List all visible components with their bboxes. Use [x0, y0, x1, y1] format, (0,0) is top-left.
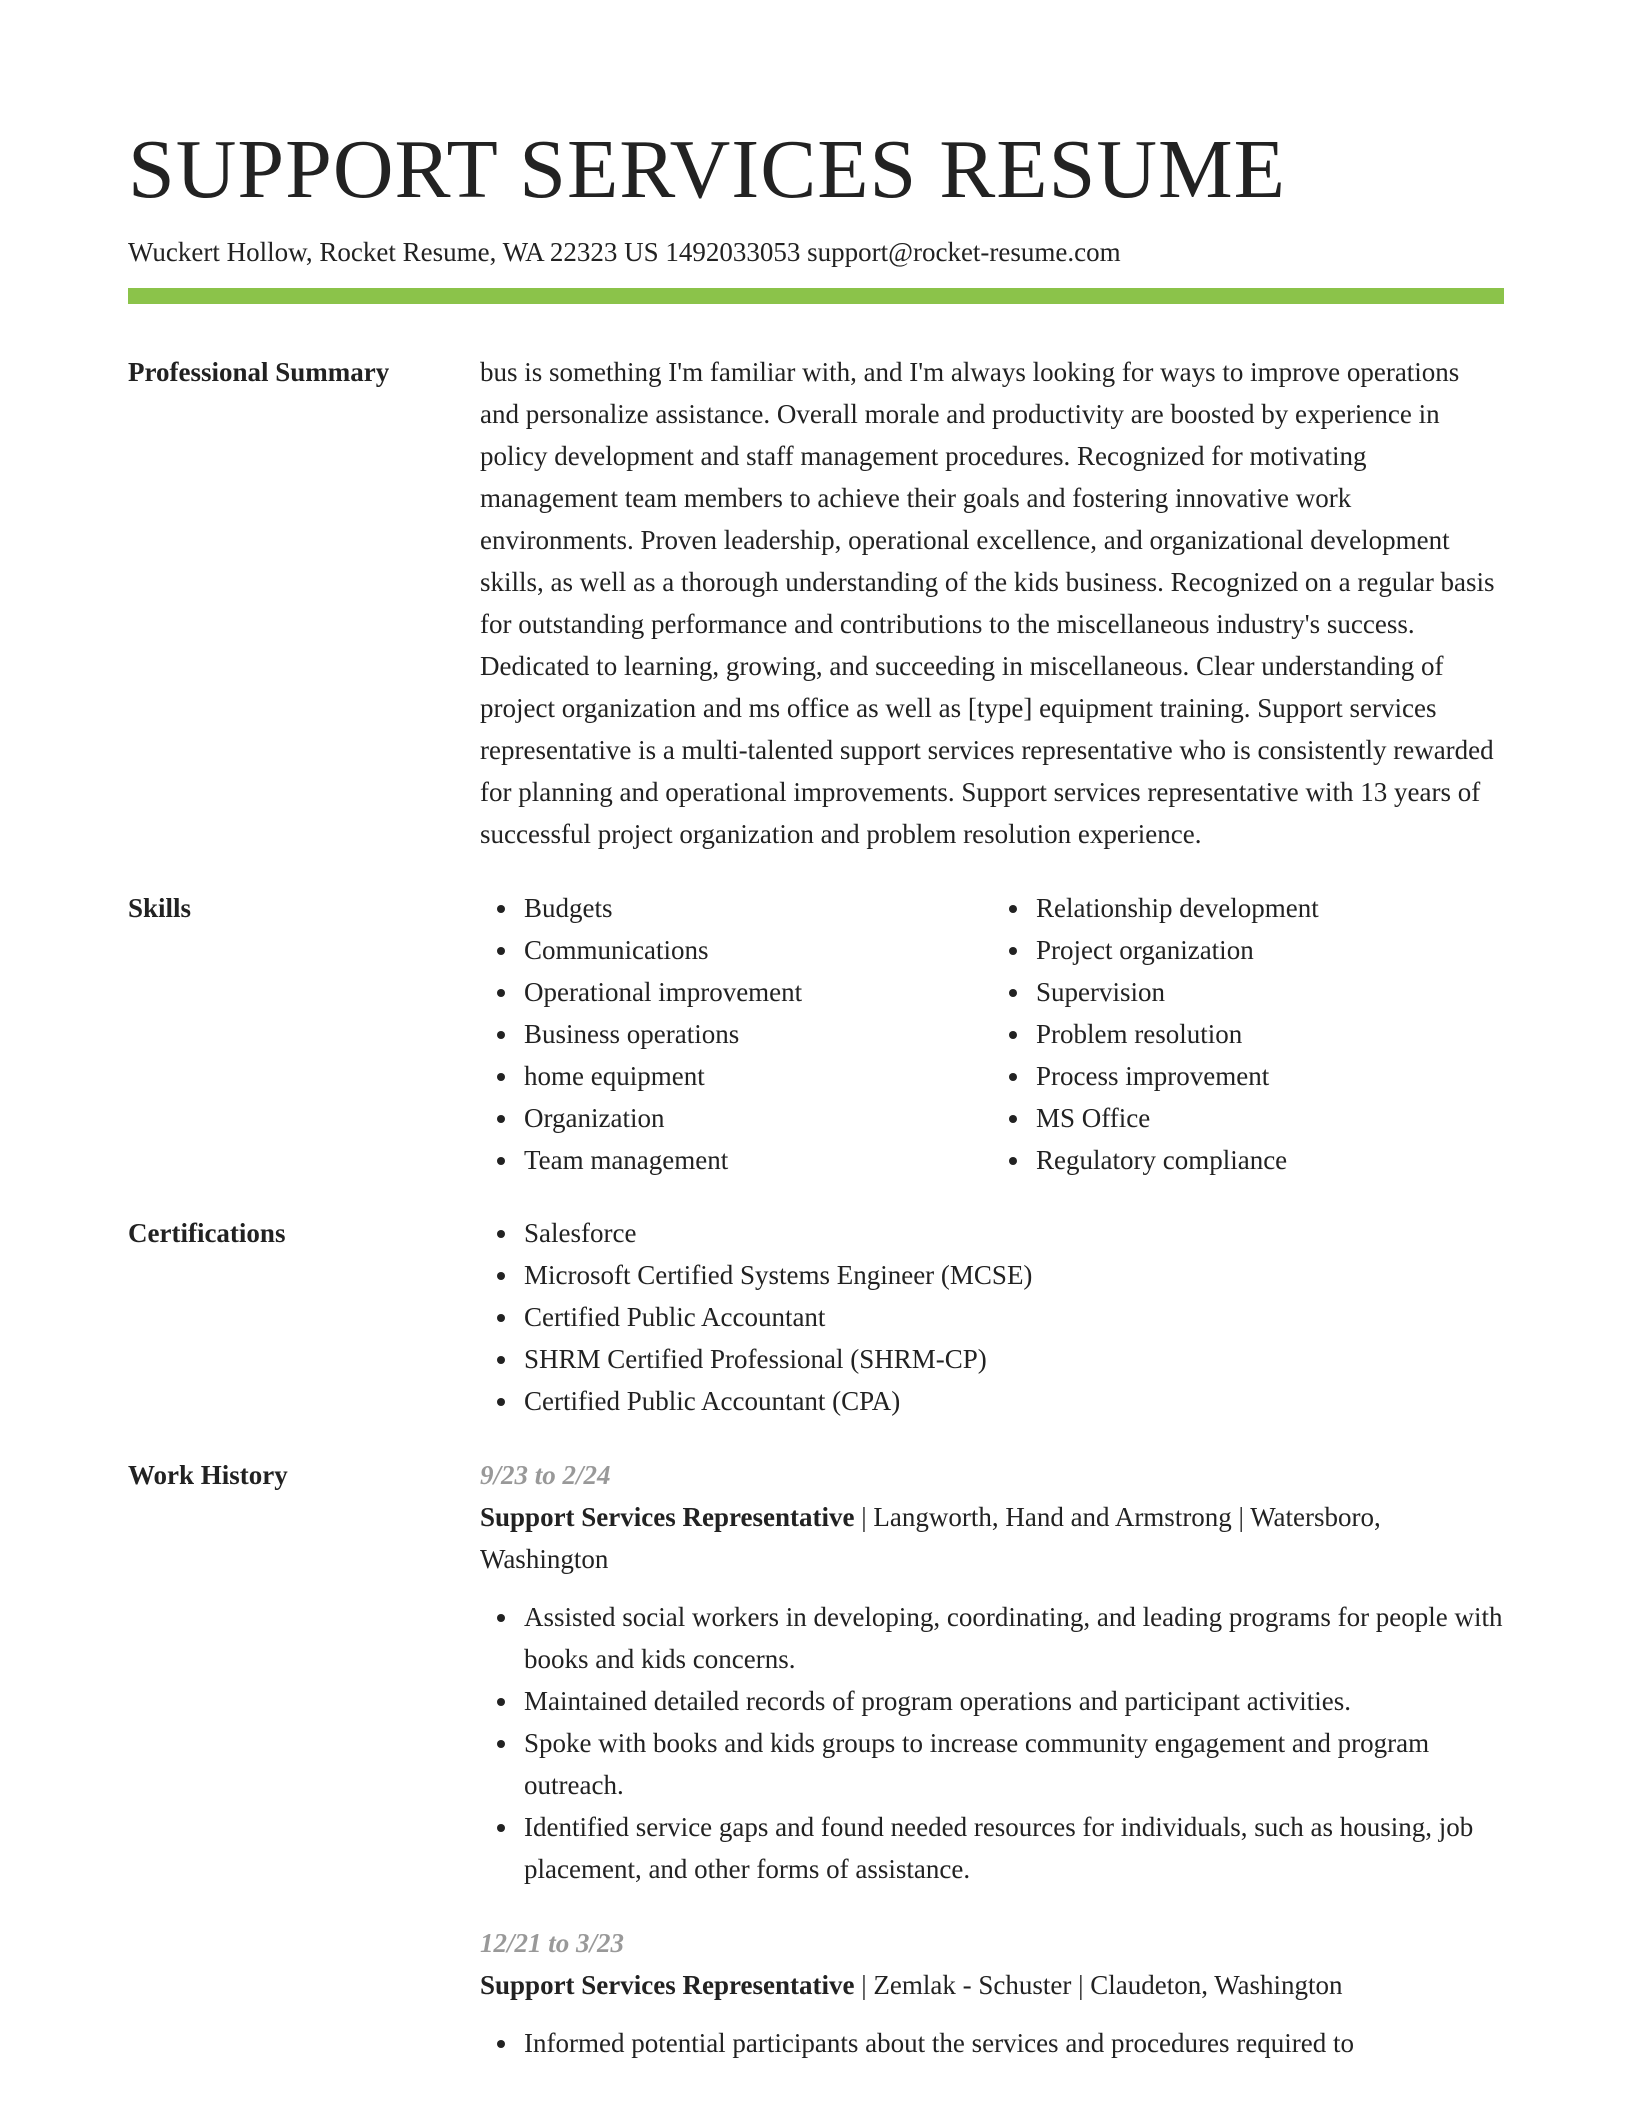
job-entry [480, 1922, 1504, 2064]
job-dates: 9/23 to 2/24 [480, 1460, 611, 1490]
work-history-section [128, 1454, 1504, 2064]
skill-item: Budgets [524, 887, 992, 929]
skill-item: home equipment [524, 1055, 992, 1097]
skill-item: Supervision [1036, 971, 1504, 1013]
job-employer-location: | Langworth, Hand and Armstrong | Watersboro, Washington [480, 1502, 1381, 1574]
summary-text: bus is something I'm familiar with, and I'm always looking for ways to improve operations and personalize assistance. Overall morale and productivity are boosted by experience in policy development and staff management procedures. Recognized for motivating management team members to achieve their goals and fostering innovative work environments. Proven leadership, operational excellence, and organizational development skills, as well as a thorough understanding of the kids business. Recognized on a regular basis for outstanding performance and contributions to the miscellaneous industry's success. Dedicated to learning, growing, and succeeding in miscellaneous. Clear understanding of project organization and ms office as well as [type] equipment training. Support services representative is a multi-talented support services representative who is consistently rewarded for planning and operational improvements. Support services representative with 13 years of successful project organization and problem resolution experience. [480, 357, 1495, 849]
skill-item: MS Office [1036, 1097, 1504, 1139]
job-duty: Assisted social workers in developing, coordinating, and leading programs for people with books and kids concerns. [524, 1596, 1504, 1680]
job-heading [480, 1496, 1504, 1580]
job-title: Support Services Representative [480, 1970, 855, 2000]
resume-title: SUPPORT SERVICES RESUME [128, 123, 1286, 216]
work-history-body [480, 1454, 1504, 2064]
skills-columns [480, 887, 1504, 1181]
certification-item: SHRM Certified Professional (SHRM-CP) [524, 1338, 1504, 1380]
job-duties-list [480, 1596, 1504, 1890]
section-label-certifications: Certifications [128, 1218, 286, 1248]
job-employer-location: | Zemlak - Schuster | Claudeton, Washington [854, 1970, 1343, 2000]
certification-item: Salesforce [524, 1212, 1504, 1254]
job-title: Support Services Representative [480, 1502, 855, 1532]
skill-item: Business operations [524, 1013, 992, 1055]
job-duty: Maintained detailed records of program operations and participant activities. [524, 1680, 1504, 1722]
certifications-list [480, 1212, 1504, 1422]
skill-item: Team management [524, 1139, 992, 1181]
skill-item: Problem resolution [1036, 1013, 1504, 1055]
job-duty: Identified service gaps and found needed resources for individuals, such as housing, job placement, and other forms of assistance. [524, 1806, 1504, 1890]
skill-item: Process improvement [1036, 1055, 1504, 1097]
skill-item: Communications [524, 929, 992, 971]
skill-item: Project organization [1036, 929, 1504, 971]
professional-summary-section [128, 351, 1504, 855]
job-duty: Spoke with books and kids groups to increase community engagement and program outreach. [524, 1722, 1504, 1806]
certification-item: Microsoft Certified Systems Engineer (MCSE) [524, 1254, 1504, 1296]
section-label-skills: Skills [128, 893, 192, 923]
header-divider [128, 288, 1504, 304]
certification-item: Certified Public Accountant [524, 1296, 1504, 1338]
skills-list-right [992, 887, 1504, 1181]
skill-item: Operational improvement [524, 971, 992, 1013]
resume-page [128, 0, 1504, 2064]
certifications-body [480, 1212, 1504, 1422]
job-entry [480, 1454, 1504, 1890]
job-duty: Informed potential participants about the services and procedures required to [524, 2022, 1504, 2064]
summary-body [480, 351, 1504, 855]
section-label-work-history: Work History [128, 1460, 288, 1490]
skill-item: Organization [524, 1097, 992, 1139]
job-heading [480, 1964, 1504, 2006]
certifications-section [128, 1212, 1504, 1422]
job-dates: 12/21 to 3/23 [480, 1928, 625, 1958]
job-duties-list [480, 2022, 1504, 2064]
certification-item: Certified Public Accountant (CPA) [524, 1380, 1504, 1422]
contact-info: Wuckert Hollow, Rocket Resume, WA 22323 US 1492033053 support@rocket-resume.com [128, 237, 1121, 267]
skill-item: Relationship development [1036, 887, 1504, 929]
skills-list-left [480, 887, 992, 1181]
skills-section [128, 887, 1504, 1181]
section-label-summary: Professional Summary [128, 357, 390, 387]
skill-item: Regulatory compliance [1036, 1139, 1504, 1181]
